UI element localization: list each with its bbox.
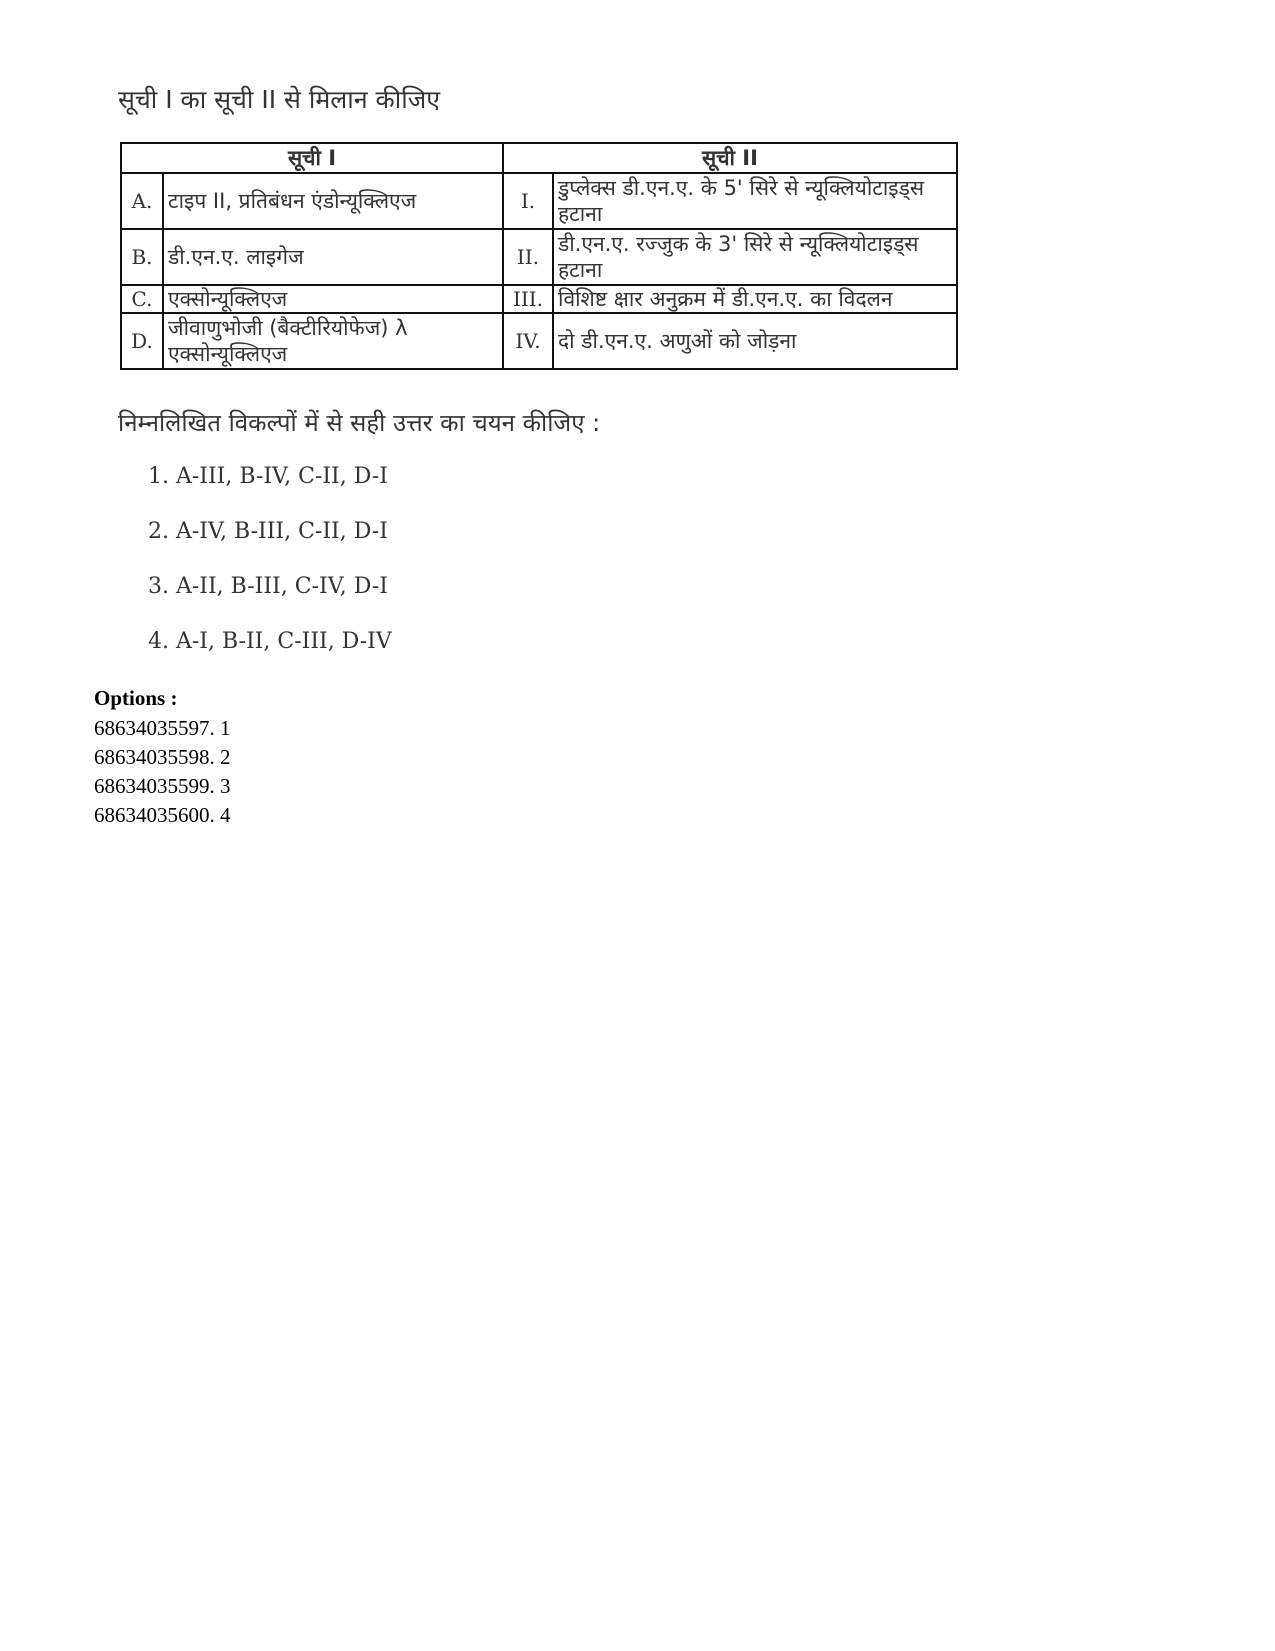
row-numeral: I. [503, 173, 553, 229]
option-item: 68634035598. 2 [94, 745, 231, 769]
option-item: 68634035600. 4 [94, 803, 231, 827]
answer-choices [148, 462, 392, 682]
list-2-item: डी.एन.ए. रज्जुक के 3' सिरे से न्यूक्लियोटाइड्स हटाना [553, 229, 957, 285]
table-row [121, 229, 957, 285]
list-1-item: टाइप II, प्रतिबंधन एंडोन्यूक्लिएज [163, 173, 503, 229]
option-item: 68634035599. 3 [94, 774, 231, 798]
row-numeral: IV. [503, 313, 553, 369]
choice-item: 3. A-II, B-III, C-IV, D-I [148, 574, 388, 599]
table-row [121, 313, 957, 369]
choice-item: 2. A-IV, B-III, C-II, D-I [148, 519, 388, 544]
table-header-row [121, 143, 957, 173]
match-table [120, 142, 958, 370]
list-1-item: डी.एन.ए. लाइगेज [163, 229, 503, 285]
choice-item: 1. A-III, B-IV, C-II, D-I [148, 464, 388, 489]
row-label: C. [121, 285, 163, 313]
list-2-item: विशिष्ट क्षार अनुक्रम में डी.एन.ए. का विदलन [553, 285, 957, 313]
options-list [94, 714, 231, 830]
table-row [121, 285, 957, 313]
list-1-item: एक्सोन्यूक्लिएज [163, 285, 503, 313]
row-numeral: II. [503, 229, 553, 285]
choice-item: 4. A-I, B-II, C-III, D-IV [148, 629, 392, 654]
list-1-item: जीवाणुभोजी (बैक्टीरियोफेज) λ एक्सोन्यूक्लिएज [163, 313, 503, 369]
row-label: D. [121, 313, 163, 369]
list-2-item: डुप्लेक्स डी.एन.ए. के 5' सिरे से न्यूक्लियोटाइड्स हटाना [553, 173, 957, 229]
row-label: A. [121, 173, 163, 229]
row-label: B. [121, 229, 163, 285]
table-row [121, 173, 957, 229]
list-1-header: सूची I [121, 143, 503, 173]
row-numeral: III. [503, 285, 553, 313]
list-2-header: सूची II [503, 143, 957, 173]
question-title: सूची I का सूची II से मिलान कीजिए [118, 85, 441, 114]
instruction-text: निम्नलिखित विकल्पों में से सही उत्तर का चयन कीजिए : [118, 409, 601, 437]
option-item: 68634035597. 1 [94, 716, 231, 740]
options-heading: Options : [94, 686, 178, 710]
list-2-item: दो डी.एन.ए. अणुओं को जोड़ना [553, 313, 957, 369]
